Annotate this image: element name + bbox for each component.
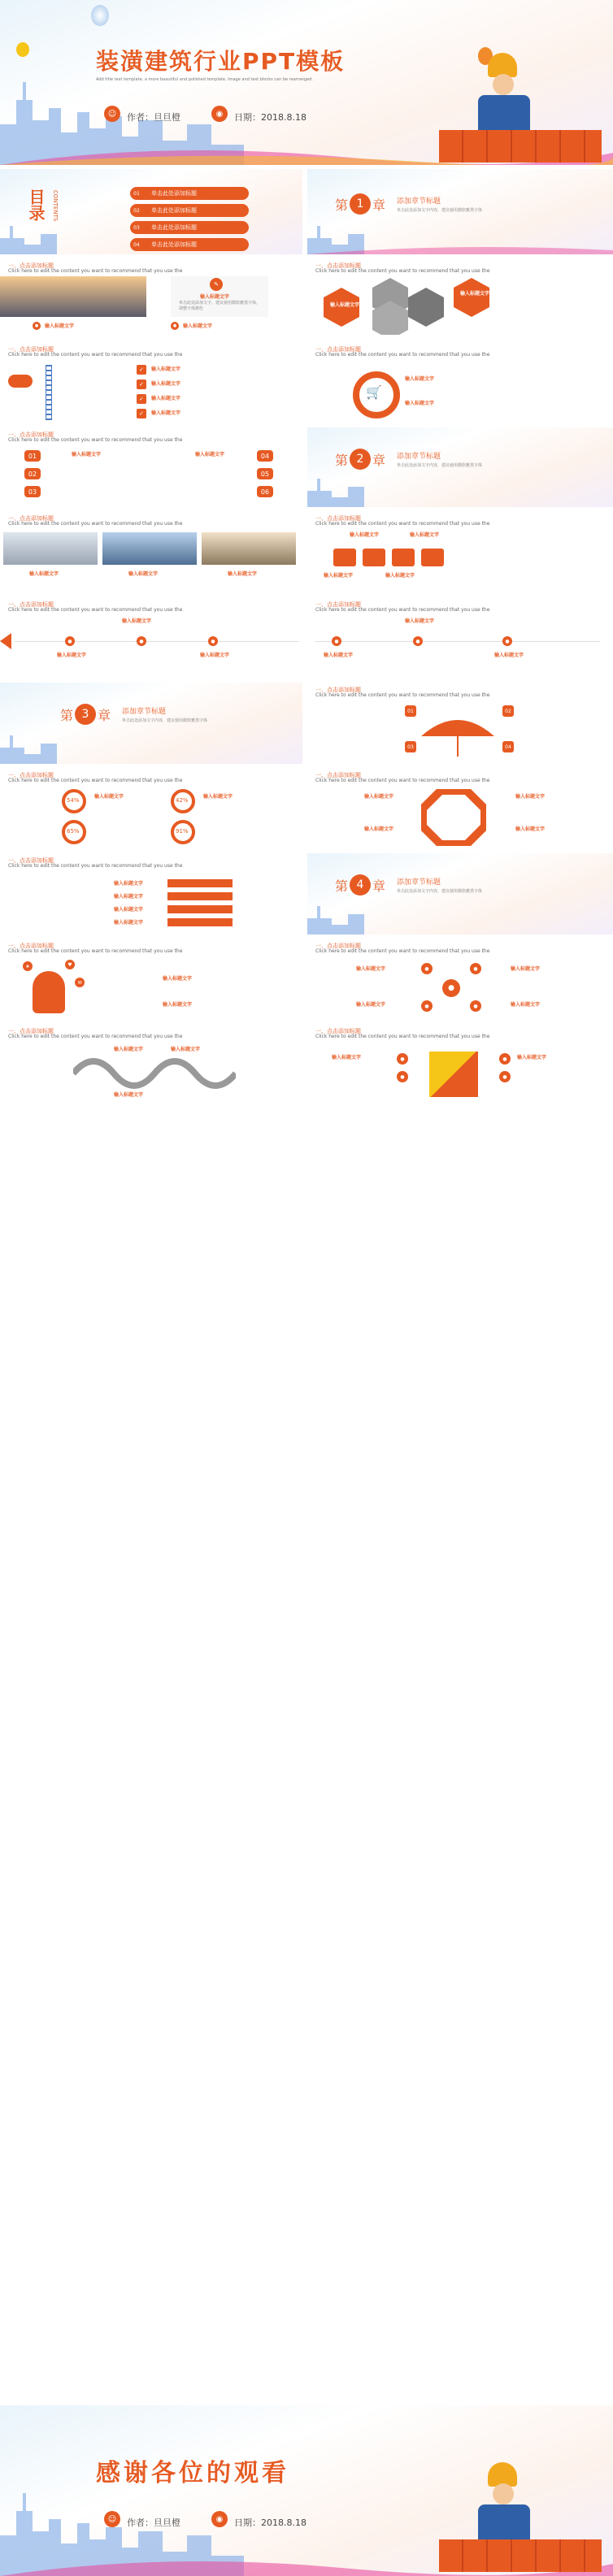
chapter3-desc: 单击此处添加文字内容，建议使用微软雅黑字体 (122, 718, 208, 723)
ending-worker-illustration (439, 2462, 602, 2572)
timeline2-dot-1: ● (332, 636, 341, 646)
puzzle-slide (307, 511, 613, 593)
icon-bubble-3: ✉ (75, 978, 85, 987)
slide-header: 一、点击添加标题 (8, 601, 54, 608)
arrow-title-2: 输入标题文字 (114, 894, 144, 900)
box-title-1: 输入标题文字 (332, 1055, 362, 1060)
cart-icon: 🛒 (366, 384, 382, 400)
slide-header: 一、点击添加标题 (8, 943, 54, 949)
network-title-2: 输入标题文字 (511, 966, 541, 972)
photo-1 (3, 532, 98, 565)
check-title-1: 输入标题文字 (151, 366, 181, 372)
photo-title-1: 输入标题文字 (29, 571, 59, 577)
ending-author-icon: ☺ (104, 2511, 120, 2527)
chapter3-slide (0, 683, 302, 764)
chapter4-slide (307, 853, 613, 935)
num-box-5: 05 (257, 468, 273, 479)
chapter1-prefix: 第 (335, 197, 349, 213)
check-icon-2: ✓ (137, 379, 146, 389)
photo-title-3: 输入标题文字 (228, 571, 258, 577)
slide-subheader: Click here to edit the content you want to recommend that you use the (8, 352, 183, 358)
timeline-dot-2: ● (137, 636, 146, 646)
network-node-3: ● (421, 1000, 433, 1012)
hexagon-slide (307, 258, 613, 338)
chapter2-desc: 单击此处添加文字内容，建议使用微软雅黑字体 (397, 463, 483, 468)
three-photo-slide (0, 511, 302, 593)
box-slide (307, 1024, 613, 1102)
checklist-slide (0, 342, 302, 423)
ending-date-icon: ◉ (211, 2511, 228, 2527)
date-label: 日期：2018.8.18 (234, 112, 306, 123)
bottom-title-1: 输入标题文字 (45, 323, 75, 329)
city-photo-slide (0, 258, 302, 338)
chapter2-num: 2 (350, 449, 371, 470)
wave-title-3: 输入标题文字 (114, 1092, 144, 1098)
wave-path (73, 1053, 236, 1094)
puzzle-title-3: 输入标题文字 (324, 573, 354, 579)
chapter2-title: 添加章节标题 (397, 453, 441, 461)
network-center: ● (442, 979, 460, 997)
slide-subheader: Click here to edit the content you want to recommend that you use the (315, 692, 490, 698)
chapter2-slide (307, 427, 613, 507)
city-photo (0, 276, 146, 317)
chapter1-num: 1 (350, 193, 371, 215)
card-icon: ✎ (210, 278, 223, 291)
timeline-arrow (0, 633, 11, 649)
slide-subheader: Click here to edit the content you want to recommend that you use the (8, 437, 183, 443)
timeline2-dot-3: ● (502, 636, 512, 646)
wave-title-2: 输入标题文字 (171, 1047, 201, 1052)
slide-header: 一、点击添加标题 (315, 943, 361, 949)
chapter3-skyline (0, 731, 302, 764)
slide-header: 一、点击添加标题 (8, 772, 54, 778)
slide-subheader: Click here to edit the content you want to recommend that you use the (8, 268, 183, 274)
worker-illustration (439, 53, 602, 163)
timeline2-line (315, 641, 600, 642)
slide-subheader: Click here to edit the content you want to recommend that you use the (8, 521, 183, 527)
arrow-title-1: 输入标题文字 (114, 881, 144, 887)
puzzle-3 (392, 549, 415, 566)
chapter3-num: 3 (75, 704, 96, 725)
slide-subheader: Click here to edit the content you want to recommend that you use the (315, 352, 490, 358)
slide-subheader: Click here to edit the content you want to recommend that you use the (8, 948, 183, 954)
chapter4-skyline (307, 902, 613, 935)
toc-item-3[interactable]: 单击此处添加标题 (132, 221, 249, 234)
chapter3-prefix: 第 (60, 708, 74, 723)
slide-header: 一、点击添加标题 (315, 1028, 361, 1034)
toc-item-1[interactable]: 单击此处添加标题 (132, 187, 249, 200)
timeline-dot-1: ● (65, 636, 75, 646)
network-slide (307, 939, 613, 1020)
num-box-4: 04 (257, 450, 273, 462)
slide-header: 一、点击添加标题 (315, 601, 361, 608)
bottom-icon-1: ● (33, 322, 41, 330)
ending-author-label: 作者：旦旦橙 (127, 2517, 180, 2528)
hex-title-2: 输入标题文字 (460, 291, 490, 297)
slide-subheader: Click here to edit the content you want to recommend that you use the (315, 778, 490, 783)
slide-header: 一、点击添加标题 (315, 262, 361, 269)
slide-header: 一、点击添加标题 (8, 515, 54, 522)
chapter4-num: 4 (350, 874, 371, 896)
chapter1-desc: 单击此处添加文字内容，建议使用微软雅黑字体 (397, 208, 483, 213)
bulb-icon (16, 42, 29, 57)
chapter1-suffix: 章 (372, 197, 386, 213)
toc-num-3: 03 (130, 221, 143, 234)
num-box-1: 01 (24, 450, 41, 462)
cover-slide (0, 0, 613, 165)
toc-slide (0, 169, 302, 254)
timeline-title-1: 输入标题文字 (57, 653, 87, 658)
toc-num-4: 04 (130, 238, 143, 251)
map-title-1: 输入标题文字 (405, 376, 435, 382)
bottom-title-2: 输入标题文字 (183, 323, 213, 329)
num-title-1: 输入标题文字 (72, 452, 102, 458)
date-icon: ◉ (211, 106, 228, 122)
toc-item-4[interactable]: 单击此处添加标题 (132, 238, 249, 251)
slide-header: 一、点击添加标题 (315, 687, 361, 693)
puzzle-2 (363, 549, 385, 566)
arrow-bar-1 (167, 879, 233, 887)
network-node-1: ● (421, 963, 433, 974)
ending-title: 感谢各位的观看 (96, 2459, 289, 2487)
network-node-4: ● (470, 1000, 481, 1012)
oct-title-1: 输入标题文字 (364, 794, 394, 800)
check-title-4: 输入标题文字 (151, 410, 181, 416)
umbrella-slide (307, 683, 613, 764)
box-node-4: ● (499, 1071, 511, 1082)
slide-subheader: Click here to edit the content you want to recommend that you use the (8, 607, 183, 613)
bottom-icon-2: ● (171, 322, 179, 330)
chapter1-skyline (307, 222, 613, 254)
chapter2-prefix: 第 (335, 453, 349, 468)
slide-header: 一、点击添加标题 (315, 346, 361, 353)
toc-title: 目录 (26, 189, 46, 221)
slide-subheader: Click here to edit the content you want to recommend that you use the (315, 948, 490, 954)
icon-bubble-2: ♥ (65, 960, 75, 969)
photo-title-2: 输入标题文字 (128, 571, 159, 577)
ending-slide (0, 2405, 613, 2576)
oct-title-3: 输入标题文字 (364, 826, 394, 832)
arrow-title-4: 输入标题文字 (114, 920, 144, 926)
network-title-1: 输入标题文字 (356, 966, 386, 972)
toc-item-2[interactable]: 单击此处添加标题 (132, 204, 249, 217)
slide-subheader: Click here to edit the content you want to recommend that you use the (315, 1034, 490, 1039)
donut-label-2: 42% (176, 797, 189, 804)
network-title-3: 输入标题文字 (356, 1002, 386, 1008)
box-node-2: ● (397, 1071, 408, 1082)
donut-label-1: 54% (67, 797, 80, 804)
check-icon-1: ✓ (137, 365, 146, 375)
network-title-4: 输入标题文字 (511, 1002, 541, 1008)
octagon-ring (421, 789, 486, 846)
numbered-slide (0, 427, 302, 507)
donut-title-2: 输入标题文字 (203, 794, 233, 800)
cover-subtitle: Add title text template, a more beautiful and polished template. Image and text blocks can be rearranged. (96, 77, 314, 82)
hex-title-1: 输入标题文字 (330, 302, 360, 308)
toc-num-2: 02 (130, 204, 143, 217)
slide-header: 一、点击添加标题 (315, 515, 361, 522)
oct-title-2: 输入标题文字 (515, 794, 546, 800)
cloud-icon (8, 375, 33, 388)
box-node-3: ● (499, 1053, 511, 1065)
umbrella-icon (421, 712, 494, 761)
umbrella-num-4: 04 (502, 741, 514, 752)
slide-header: 一、点击添加标题 (8, 857, 54, 864)
balloon-icon (91, 5, 109, 26)
photo-2 (102, 532, 197, 565)
arrow-list-slide (0, 853, 302, 935)
slide-subheader: Click here to edit the content you want to recommend that you use the (8, 778, 183, 783)
timeline2-title-1: 输入标题文字 (324, 653, 354, 658)
chapter4-prefix: 第 (335, 878, 349, 894)
check-title-2: 输入标题文字 (151, 381, 181, 387)
slide-subheader: Click here to edit the content you want to recommend that you use the (8, 1034, 183, 1039)
timeline-slide (0, 597, 302, 679)
slide-header: 一、点击添加标题 (8, 1028, 54, 1034)
cover-title: 装潢建筑行业PPT模板 (96, 48, 346, 75)
chapter4-title: 添加章节标题 (397, 878, 441, 887)
head-title-2: 输入标题文字 (163, 1002, 193, 1008)
puzzle-title-1: 输入标题文字 (350, 532, 380, 538)
puzzle-1 (333, 549, 356, 566)
octagon-slide (307, 768, 613, 849)
slide-header: 一、点击添加标题 (8, 262, 54, 269)
donut-label-3: 65% (67, 828, 80, 835)
slide-header: 一、点击添加标题 (315, 772, 361, 778)
photo-3 (202, 532, 296, 565)
box-3d (429, 1052, 478, 1097)
umbrella-num-2: 02 (502, 705, 514, 717)
puzzle-title-2: 输入标题文字 (410, 532, 440, 538)
chapter1-title: 添加章节标题 (397, 197, 441, 206)
head-silhouette (33, 971, 65, 1013)
oct-title-4: 输入标题文字 (515, 826, 546, 832)
chapter2-skyline (307, 475, 613, 507)
arrow-title-3: 输入标题文字 (114, 907, 144, 913)
wave-title-1: 输入标题文字 (114, 1047, 144, 1052)
china-map-slide (307, 342, 613, 423)
ending-date-label: 日期：2018.8.18 (234, 2517, 306, 2528)
toc-num-1: 01 (130, 187, 143, 200)
arrow-bar-2 (167, 892, 233, 900)
chapter2-suffix: 章 (372, 453, 386, 468)
umbrella-num-1: 01 (405, 705, 416, 717)
donut-slide (0, 768, 302, 849)
slide-subheader: Click here to edit the content you want to recommend that you use the (315, 268, 490, 274)
box-node-1: ● (397, 1053, 408, 1065)
author-label: 作者：旦旦橙 (127, 112, 180, 123)
donut-title-1: 输入标题文字 (94, 794, 124, 800)
network-node-2: ● (470, 963, 481, 974)
hexagon-cluster (324, 278, 600, 335)
puzzle-4 (421, 549, 444, 566)
puzzle-title-4: 输入标题文字 (385, 573, 415, 579)
box-title-2: 输入标题文字 (517, 1055, 547, 1060)
icon-bubble-1: ★ (23, 961, 33, 971)
chapter1-slide (307, 169, 613, 254)
chapter4-suffix: 章 (372, 878, 386, 894)
timeline2-title-3: 输入标题文字 (494, 653, 524, 658)
timeline-title-3: 输入标题文字 (200, 653, 230, 658)
num-box-6: 06 (257, 486, 273, 497)
ladder-icon (46, 365, 52, 420)
map-title-2: 输入标题文字 (405, 401, 435, 406)
num-title-4: 输入标题文字 (195, 452, 225, 458)
check-icon-4: ✓ (137, 409, 146, 418)
donut-label-4: 91% (176, 828, 189, 835)
timeline-line (15, 641, 299, 642)
timeline-dot-3: ● (208, 636, 218, 646)
chapter3-suffix: 章 (98, 708, 111, 723)
slide-subheader: Click here to edit the content you want to recommend that you use the (315, 521, 490, 527)
card-body: 单击此处添加文字，建议使用微软雅黑字体，调整字体颜色 (179, 301, 261, 311)
chapter3-title: 添加章节标题 (122, 708, 167, 716)
timeline2-slide (307, 597, 613, 679)
card-title: 输入标题文字 (200, 294, 230, 300)
check-icon-3: ✓ (137, 394, 146, 404)
slide-header: 一、点击添加标题 (8, 432, 54, 438)
timeline-title-2: 输入标题文字 (122, 618, 152, 624)
arrow-bar-4 (167, 918, 233, 926)
wave-slide (0, 1024, 302, 1102)
head-icons-slide (0, 939, 302, 1020)
check-title-3: 输入标题文字 (151, 396, 181, 401)
toc-skyline (0, 222, 302, 254)
toc-contents-label: CONTENTS (52, 190, 59, 222)
author-icon: ☺ (104, 106, 120, 122)
num-box-2: 02 (24, 468, 41, 479)
slide-header: 一、点击添加标题 (8, 346, 54, 353)
slide-subheader: Click here to edit the content you want to recommend that you use the (315, 607, 490, 613)
num-box-3: 03 (24, 486, 41, 497)
timeline2-title-2: 输入标题文字 (405, 618, 435, 624)
slide-subheader: Click here to edit the content you want to recommend that you use the (8, 863, 183, 869)
timeline2-dot-2: ● (413, 636, 423, 646)
chapter4-desc: 单击此处添加文字内容，建议使用微软雅黑字体 (397, 889, 483, 894)
arrow-bar-3 (167, 905, 233, 913)
umbrella-num-3: 03 (405, 741, 416, 752)
head-title-1: 输入标题文字 (163, 976, 193, 982)
